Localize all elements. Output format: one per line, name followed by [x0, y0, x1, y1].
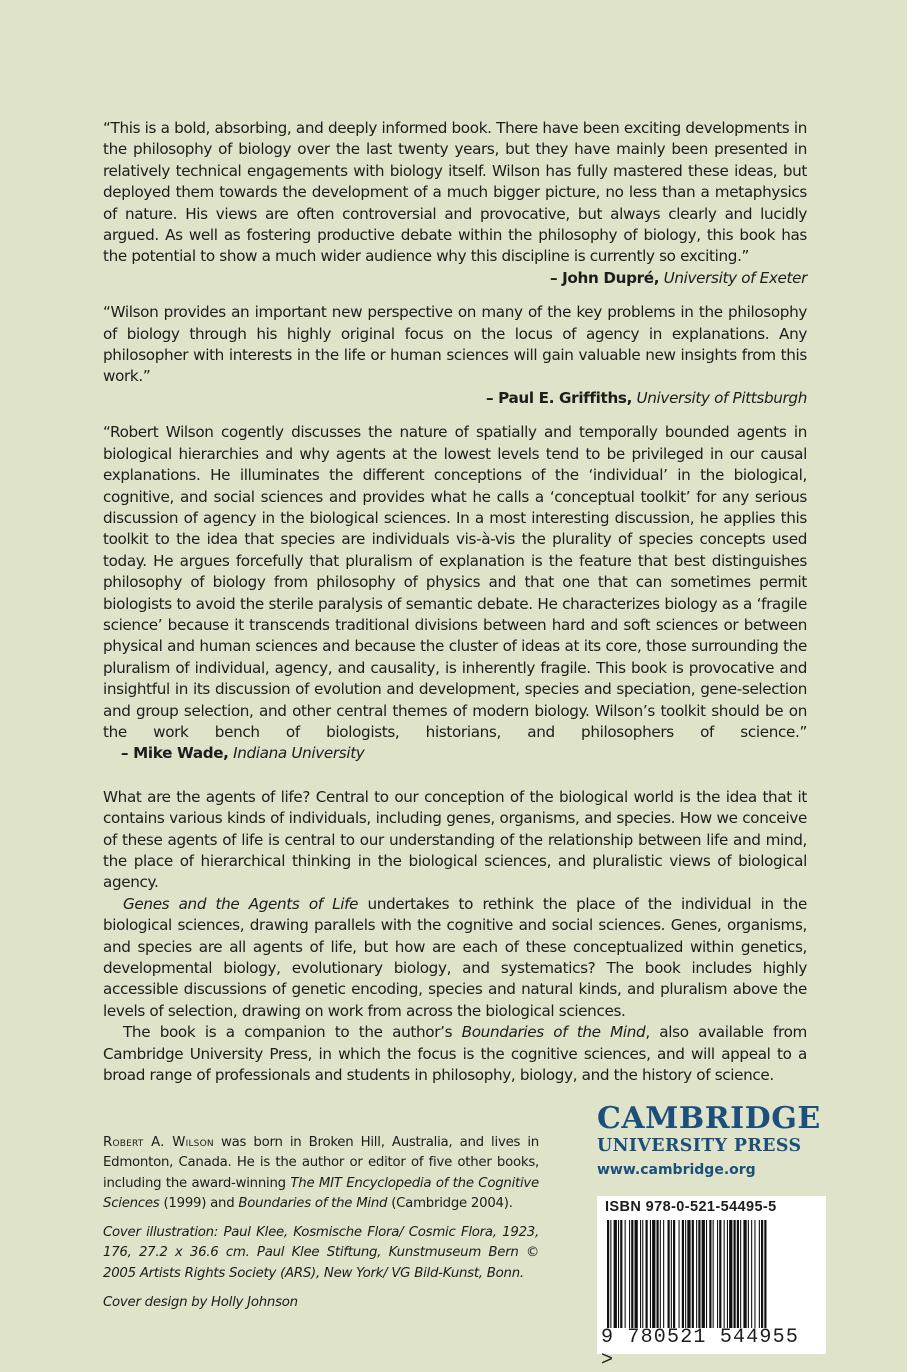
publisher-logo — [597, 1103, 827, 1181]
review-attribution: – Mike Wade, Indiana University — [120, 744, 365, 763]
publisher-url: www.cambridge.org — [597, 1162, 756, 1178]
back-cover-text — [103, 118, 807, 1086]
isbn-barcode-box — [597, 1196, 826, 1372]
review-attribution: – John Dupré, University of Exeter — [549, 268, 807, 287]
barcode-digits: 9 780521 544955 > — [601, 1326, 800, 1372]
review-attribution: – Paul E. Griffiths, University of Pittsburgh — [485, 388, 807, 407]
review-text: “This is a bold, absorbing, and deeply informed book. There have been exciting developments in the philosophy of biology over the last twenty years, but they have mainly been presented in relatively technical engagements with biology itself. Wilson has fully mastered these ideas, but deployed them towards the development of a much bigger picture, no less than a metaphysics of nature. His views are often controversial and provocative, but always clearly and lucidly argued. As well as fostering productive debate within the philosophy of biology, this book has the potential to show a much wider audience why this discipline is currently so exciting.” — [103, 119, 807, 266]
review-text: “Robert Wilson cogently discusses the nature of spatially and temporally bounded agents in biological hierarchies and why agents at the lowest levels tend to be privileged in our causal explanations. He illuminates the different conceptions of the ‘individual’ in the biological, cognitive, and social sciences and provides what he calls a ‘conceptual toolkit’ for any serious discussion of agency in the biological sciences. In a most interesting discussion, he applies this toolkit to the idea that species are individuals vis-à-vis the plurality of species concepts used today. He argues forcefully that pluralism of explanation is the feature that best distinguishes philosophy of biology from philosophy of physics and that one that can sometimes permit biologists to avoid the sterile paralysis of semantic debate. He characterizes biology as a ‘fragile science’ because it transcends traditional divisions between hard and soft sciences or between physical and human sciences and because the cluster of ideas at its core, those surrounding the pluralism of individual, agency, and causality, is inherently fragile. This book is provocative and insightful in its discussion of evolution and development, species and speciation, gene-selection and group selection, and other central themes of modern biology. Wilson’s toolkit should be on the work bench of biologists, historians, and philosophers of science.” — [103, 423, 807, 741]
author-info — [103, 1133, 539, 1322]
book-description — [103, 787, 807, 1087]
publisher-name: CAMBRIDGE — [597, 1101, 821, 1136]
cover-illustration-credit: Cover illustration: Paul Klee, Kosmische Flora/ Cosmic Flora, 1923, 176, 27.2 x 36.6 cm. Paul Klee Stiftung, Kunstmuseum Bern © 2005 Artists Rights Society (ARS), New York/ VG Bild-Kunst, Bonn. — [103, 1225, 539, 1281]
review-text: “Wilson provides an important new perspective on many of the key problems in the philosophy of biology through his highly original focus on the locus of agency in explanations. Any philosopher with interests in the life or human sciences will gain valuable new insights from this work.” — [103, 303, 807, 386]
review-griffiths — [103, 302, 807, 409]
description-paragraph: What are the agents of life? Central to our conception of the biological world is the idea that it contains various kinds of individuals, including genes, organisms, and species. How we conceive of these agents of life is central to our understanding of the relationship between life and mind, the place of hierarchical thinking in the biological sciences, and pluralistic views of biological agency. — [103, 787, 807, 892]
publisher-subtitle: UNIVERSITY PRESS — [597, 1136, 802, 1156]
description-paragraph: Genes and the Agents of Life undertakes to rethink the place of the individual in the biological sciences, drawing parallels with the cognitive and social sciences. Genes, organisms, and species are all agents of life, but how are each of these conceptualized within genetics, developmental biology, evolutionary biology, and systematics? The book includes highly accessible discussions of genetic encoding, species and natural kinds, and pluralism above the levels of selection, drawing on work from across the biological sciences. — [103, 894, 807, 1020]
description-paragraph: The book is a companion to the author’s Boundaries of the Mind, also available from Cambridge University Press, in which the focus is the cognitive sciences, and will appeal to a broad range of professionals and students in philosophy, biology, and the history of science. — [103, 1023, 807, 1085]
cover-design-credit: Cover design by Holly Johnson — [103, 1295, 298, 1311]
review-wade — [103, 422, 807, 765]
author-bio: Robert A. Wilson was born in Broken Hill, Australia, and lives in Edmonton, Canada. He is the author or editor of five other books, including the award-winning The MIT Encyclopedia of the Cognitive Sciences (1999) and Boundaries of the Mind (Cambridge 2004). — [103, 1135, 539, 1211]
isbn-label: ISBN 978-0-521-54495-5 — [605, 1199, 777, 1215]
barcode-icon — [605, 1220, 818, 1328]
review-dupre — [103, 118, 807, 289]
